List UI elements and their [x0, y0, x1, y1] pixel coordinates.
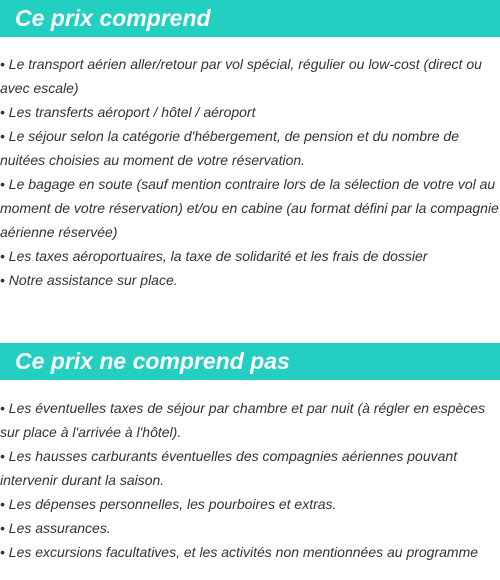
excludes-item-personal-expenses: • Les dépenses personnelles, les pourboires et extras. [0, 496, 337, 512]
includes-item-stay: • Le séjour selon la catégorie d'hébergement, de pension et du nombre de nuitées choisies au moment de votre réservation. [0, 128, 459, 168]
includes-item-assistance: • Notre assistance sur place. [0, 272, 178, 288]
excludes-item-insurance: • Les assurances. [0, 520, 111, 536]
excludes-section-header: Ce prix ne comprend pas [0, 343, 500, 380]
includes-item-taxes: • Les taxes aéroportuaires, la taxe de solidarité et les frais de dossier [0, 248, 428, 264]
includes-section-header: Ce prix comprend [0, 0, 500, 37]
excludes-item-fuel: • Les hausses carburants éventuelles des compagnies aériennes pouvant intervenir durant la saison. [0, 448, 458, 488]
includes-item-transfers: • Les transferts aéroport / hôtel / aéroport [0, 104, 256, 120]
excludes-item-excursions: • Les excursions facultatives, et les activités non mentionnées au programme [0, 544, 479, 560]
excludes-item-tourist-tax: • Les éventuelles taxes de séjour par chambre et par nuit (à régler en espèces sur place à l'arrivée à l'hôtel). [0, 400, 486, 440]
includes-item-baggage: • Le bagage en soute (sauf mention contraire lors de la sélection de votre vol au moment de votre réservation) et/ou en cabine (au format défini par la compagnie aérienne réservée) [0, 176, 499, 240]
includes-list [0, 52, 500, 292]
excludes-list [0, 396, 500, 564]
includes-item-transport: • Le transport aérien aller/retour par vol spécial, régulier ou low-cost (direct ou avec escale) [0, 56, 482, 96]
